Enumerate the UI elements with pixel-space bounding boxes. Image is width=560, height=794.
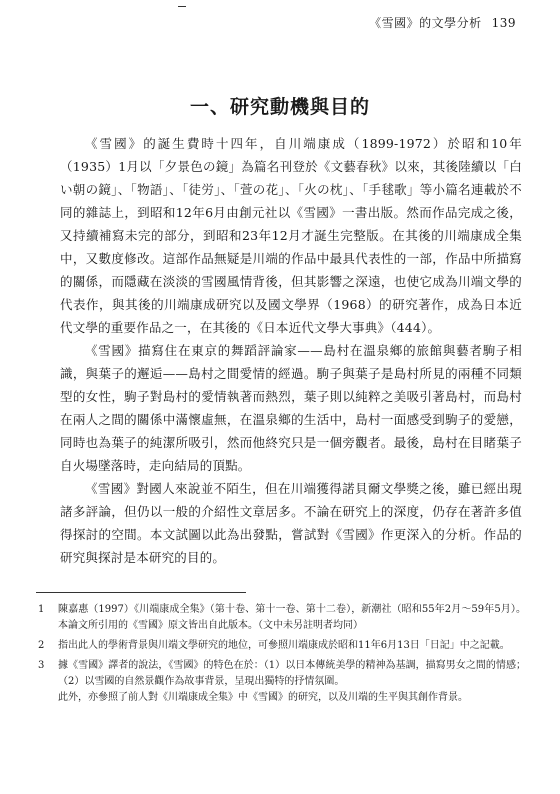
paragraph-2: 《雪國》描寫住在東京的舞蹈評論家——島村在溫泉鄉的旅館與藝者駒子相識，與葉子的邂逅——島村之間愛情的經過。駒子與葉子是島村所見的兩種不同類型的女性，駒子對島村的愛情執著而熱烈，葉子則以純粹之美吸引著島村，而島村在兩人之間的關係中滿懷虛無，在溫泉鄉的生活中，島村一面感受到駒子的愛戀，同時也為葉子的純潔所吸引，然而他終究只是一個旁觀者。最後，島村在目睹葉子自火場墜落時，走向結局的頂點。 (60, 343, 522, 473)
footnote-2 (38, 638, 526, 654)
paragraph-3: 《雪國》對國人來說並不陌生，但在川端獲得諾貝爾文學獎之後，雖已經出現諸多評論，但仍以一般的介紹性文章居多。不論在研究上的深度，仍存在著許多值得探討的空間。本文試圖以此為出發點，嘗試對《雪國》作更深入的分析。作品的研究與探討是本研究的目的。 (60, 481, 522, 565)
running-header (369, 14, 516, 31)
footnote-text: 指出此人的學術背景與川端文學研究的地位，可參照川端康成於昭和11年6月13日「日記」中之記載。 (58, 640, 510, 651)
footnotes (38, 602, 526, 710)
footnote-text: 據《雪國》譯者的說法，《雪國》的特色在於：（1）以日本傳統美學的精神為基調，描寫男女之間的情感；（2）以雪國的自然景觀作為故事背景，呈現出獨特的抒情氛圍。 (58, 660, 526, 687)
paragraph-1: 《雪國》的誕生費時十四年，自川端康成（1899-1972）於昭和10年（1935）1月以「夕景色の鏡」為篇名刊登於《文藝春秋》以來，其後陸續以「白い朝の鏡」、「物語」、「徒労」、「萱の花」、「火の枕」、「手毬歌」等小篇名連載於不同的雜誌上，到昭和12年6月由創元社以《雪國》一書出版。然而作品完成之後，又持續補寫未完的部分，到昭和23年12月才誕生完整版。在其後的川端康成全集中，又數度修改。這部作品無疑是川端的作品中最具代表性的一部，作品中所描寫的關係，而隱藏在淡淡的雪國風情背後，但其影響之深遠，也使它成為川端文學的代表作，與其後的川端康成研究以及國文學界（1968）的研究著作，成為日本近代文學的重要作品之一，在其後的《日本近代文學大事典》（444）。 (60, 136, 522, 335)
body-text (60, 132, 522, 569)
page-number: 139 (491, 16, 516, 30)
footnote-number: 1 (38, 604, 45, 615)
footnote-3 (38, 658, 526, 706)
running-title: 《雪國》的文學分析 (369, 16, 482, 30)
footnote-text: 陳嘉惠（1997）《川端康成全集》（第十卷、第十一卷、第十二卷），新潮社（昭和55年2月～59年5月）。本論文所引用的《雪國》原文皆出自此版本。（文中未另註明者均同） (58, 604, 526, 631)
header-dash (178, 6, 186, 7)
section-title: 一、研究動機與目的 (189, 96, 370, 118)
footnote-continuation: 此外，亦參照了前人對《川端康成全集》中《雪國》的研究，以及川端的生平與其創作背景。 (58, 692, 468, 703)
footnote-rule (36, 592, 246, 593)
footnote-number: 3 (38, 660, 45, 671)
footnote-1 (38, 602, 526, 634)
footnote-number: 2 (38, 640, 45, 651)
